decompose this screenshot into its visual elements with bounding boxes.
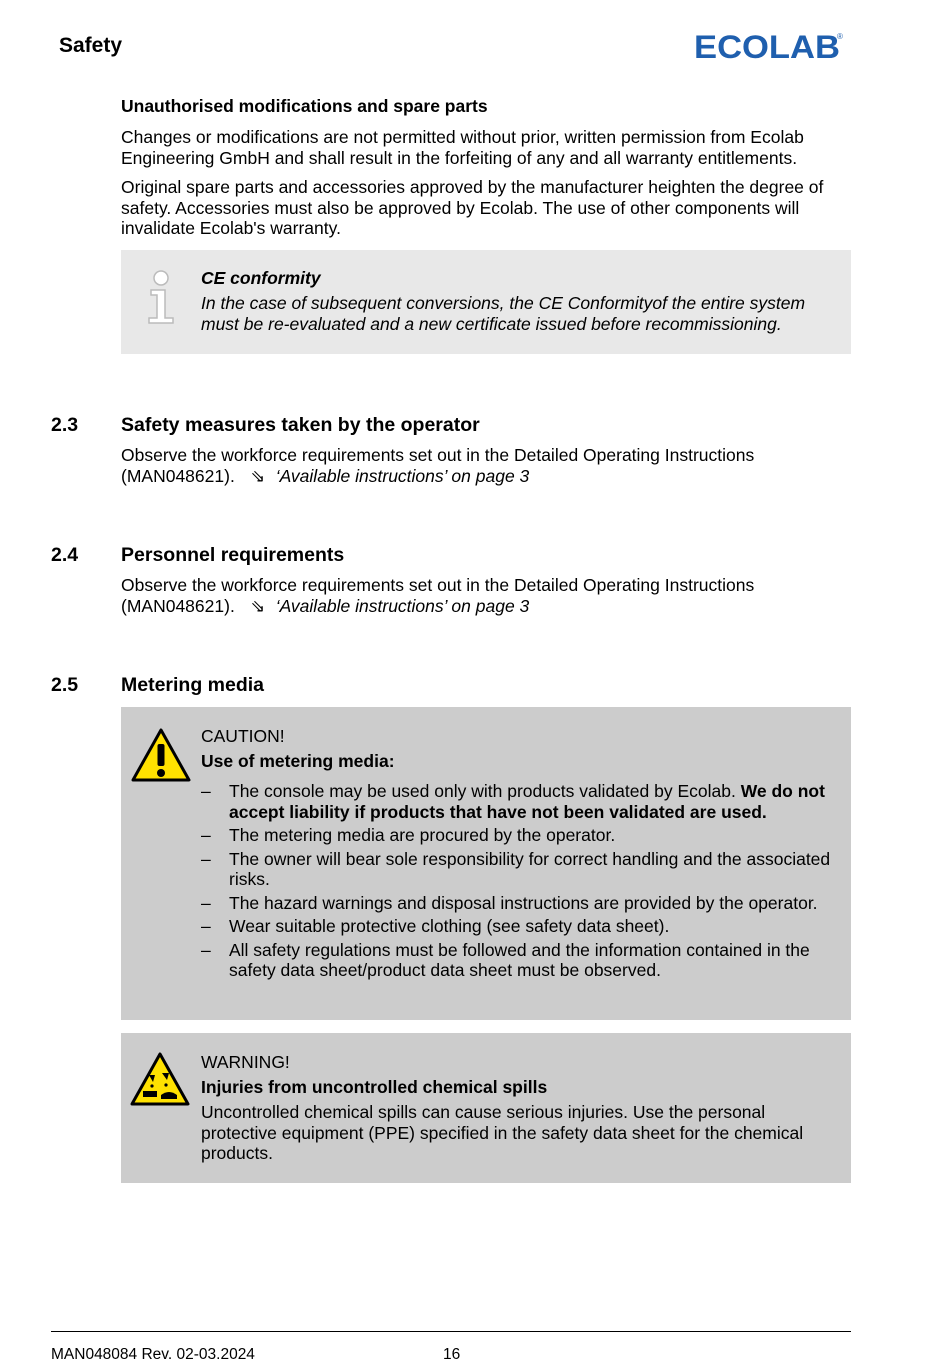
section-2-5-title: Metering media: [121, 674, 265, 696]
cross-reference-link[interactable]: ‘Available instructions’ on page 3: [275, 465, 530, 486]
ce-note-title: CE conformity: [201, 268, 321, 288]
caution-list: [201, 781, 841, 984]
page-number: 16: [443, 1346, 461, 1363]
section-2-3-body: [121, 445, 851, 486]
list-item: – Wear suitable protective clothing (see safety data sheet).: [201, 916, 841, 937]
section-2-3-text: Observe the workforce requirements set out in the Detailed Operating Instructions (MAN048621).: [121, 445, 755, 486]
list-item: – All safety regulations must be followed and the information contained in the safety data sheet/product data sheet must be observed.: [201, 940, 841, 981]
caution-label: CAUTION!: [201, 726, 285, 746]
warning-label: WARNING!: [201, 1052, 290, 1072]
caution-box: [121, 707, 851, 1020]
caution-subtitle: Use of metering media:: [201, 751, 395, 771]
ce-note-text: In the case of subsequent conversions, the CE Conformityof the entire system must be re-evaluated and a new certificate issued before recommissioning.: [201, 293, 806, 334]
page-section-title: Safety: [59, 34, 123, 57]
section-2-4-title: Personnel requirements: [121, 544, 345, 566]
warning-text: Uncontrolled chemical spills can cause serious injuries. Use the personal protective equipment (PPE) specified in the safety data sheet for the chemical products.: [201, 1102, 804, 1163]
section-2-4-number: 2.4: [51, 544, 79, 566]
ce-conformity-note: [121, 250, 851, 354]
section-2-3-number: 2.3: [51, 414, 79, 436]
section-2-4-body: [121, 575, 851, 616]
modifications-heading: Unauthorised modifications and spare parts: [121, 96, 488, 116]
footer-divider: [51, 1331, 851, 1332]
svg-text:®: ®: [837, 32, 843, 41]
modifications-paragraph-1: Changes or modifications are not permitted without prior, written permission from Ecolab Engineering GmbH and shall result in the forfeiting of any and all warranty entitlements.: [121, 127, 804, 168]
cross-reference-arrow-icon: ⇘: [250, 465, 266, 486]
warning-box: [121, 1033, 851, 1183]
modifications-paragraph-2: Original spare parts and accessories approved by the manufacturer heighten the degree of safety. Accessories must also be approved by Ecolab. The use of other components will invalidate Ecolab's warranty.: [121, 177, 824, 238]
section-2-3-title: Safety measures taken by the operator: [121, 414, 480, 436]
section-2-5-number: 2.5: [51, 674, 79, 696]
list-item: – The hazard warnings and disposal instructions are provided by the operator.: [201, 893, 841, 914]
warning-triangle-icon: [130, 727, 192, 783]
section-2-4-text: Observe the workforce requirements set out in the Detailed Operating Instructions (MAN048621).: [121, 575, 755, 616]
svg-text:ECOLAB: ECOLAB: [694, 30, 840, 62]
corrosive-hazard-icon: [129, 1051, 191, 1107]
list-item: – The console may be used only with products validated by Ecolab. We do not accept liability if products that have not been validated are used.: [201, 781, 841, 822]
info-icon: [145, 270, 177, 326]
footer-doc-ref: MAN048084 Rev. 02-03.2024: [51, 1346, 255, 1363]
cross-reference-arrow-icon: ⇘: [250, 595, 266, 616]
list-item: – The metering media are procured by the operator.: [201, 825, 841, 846]
list-item: – The owner will bear sole responsibility for correct handling and the associated risks.: [201, 849, 841, 890]
cross-reference-link[interactable]: ‘Available instructions’ on page 3: [275, 595, 530, 616]
ecolab-logo: [694, 30, 844, 62]
warning-subtitle: Injuries from uncontrolled chemical spills: [201, 1077, 548, 1097]
